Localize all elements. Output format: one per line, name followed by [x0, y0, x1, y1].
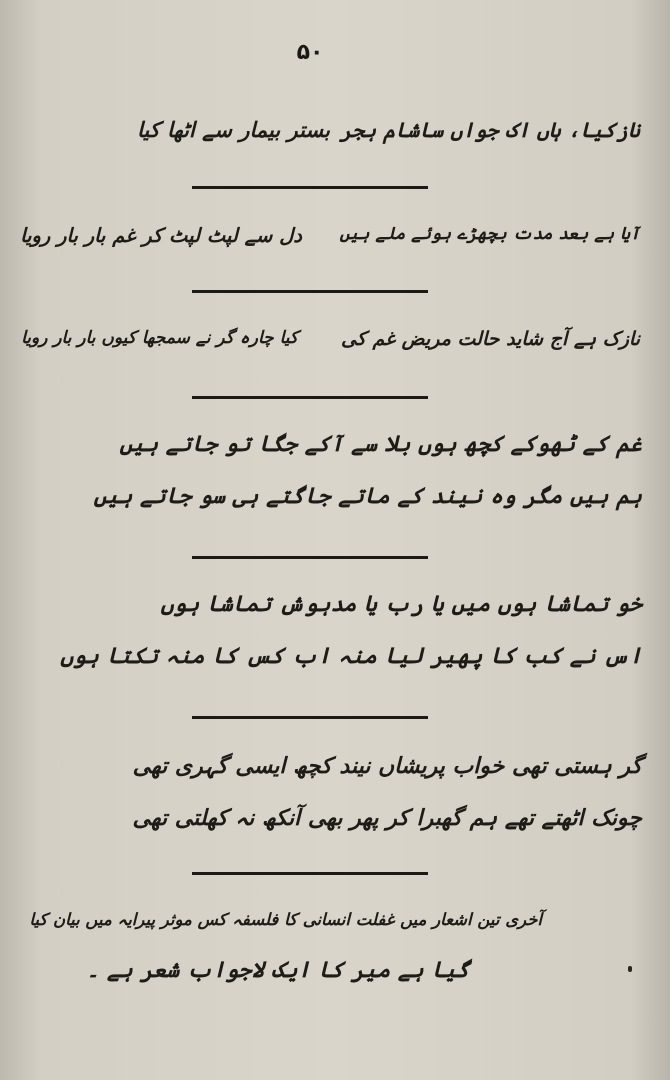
note-line-2: گیا ہے میر کا ایک لاجواب شعر ہے ۔	[86, 958, 470, 983]
couplet-3-right: نازک ہے آج شاید حالت مریض غم کی	[340, 328, 640, 350]
verse-2-line-1: خو تماشا ہوں میں یا رب یا مدہوش تماشا ہوں	[160, 592, 642, 617]
couplet-1-right: نازکیا، ہاں اک جواں ساشام ہجر	[340, 118, 640, 142]
section-divider	[192, 186, 428, 189]
ink-mark	[628, 966, 632, 972]
couplet-1-left: بستر بیمار سے اٹھا کیا	[137, 118, 330, 142]
verse-3-line-2: چونک اٹھتے تھے ہم گھبرا کر پھر بھی آنکھ نہ کھلتی تھی	[132, 806, 642, 831]
section-divider	[192, 556, 428, 559]
couplet-3-left: کیا چارہ گر نے سمجھا کیوں بار بار رویا	[21, 328, 298, 348]
section-divider	[192, 396, 428, 399]
section-divider	[192, 716, 428, 719]
verse-1-line-1: غم کے ٹھوکے کچھ ہوں بلا سے آکے جگا تو جاتے ہیں	[119, 432, 642, 457]
verse-3-line-1: گر ہستی تھی خواب پریشاں نیند کچھ ایسی گہری تھی	[132, 754, 642, 779]
page-number: ۵۰	[296, 40, 324, 65]
note-line-1: آخری تین اشعار میں غفلت انسانی کا فلسفہ کس موثر پیرایہ میں بیان کیا	[29, 910, 542, 929]
verse-2-line-2: اس نے کب کا پھیر لیا منہ اب کس کا منہ تکتا ہوں	[60, 644, 642, 669]
section-divider	[192, 872, 428, 875]
section-divider	[192, 290, 428, 293]
couplet-2-right: آیا ہے بعد مدت بچھڑے ہوئے ملے ہیں	[339, 224, 640, 244]
verse-1-line-2: ہم ہیں مگر وہ نیند کے ماتے جاگتے ہی سو جاتے ہیں	[93, 484, 642, 509]
couplet-2-left: دل سے لپٹ لپٹ کر غم بار بار رویا	[20, 224, 302, 247]
